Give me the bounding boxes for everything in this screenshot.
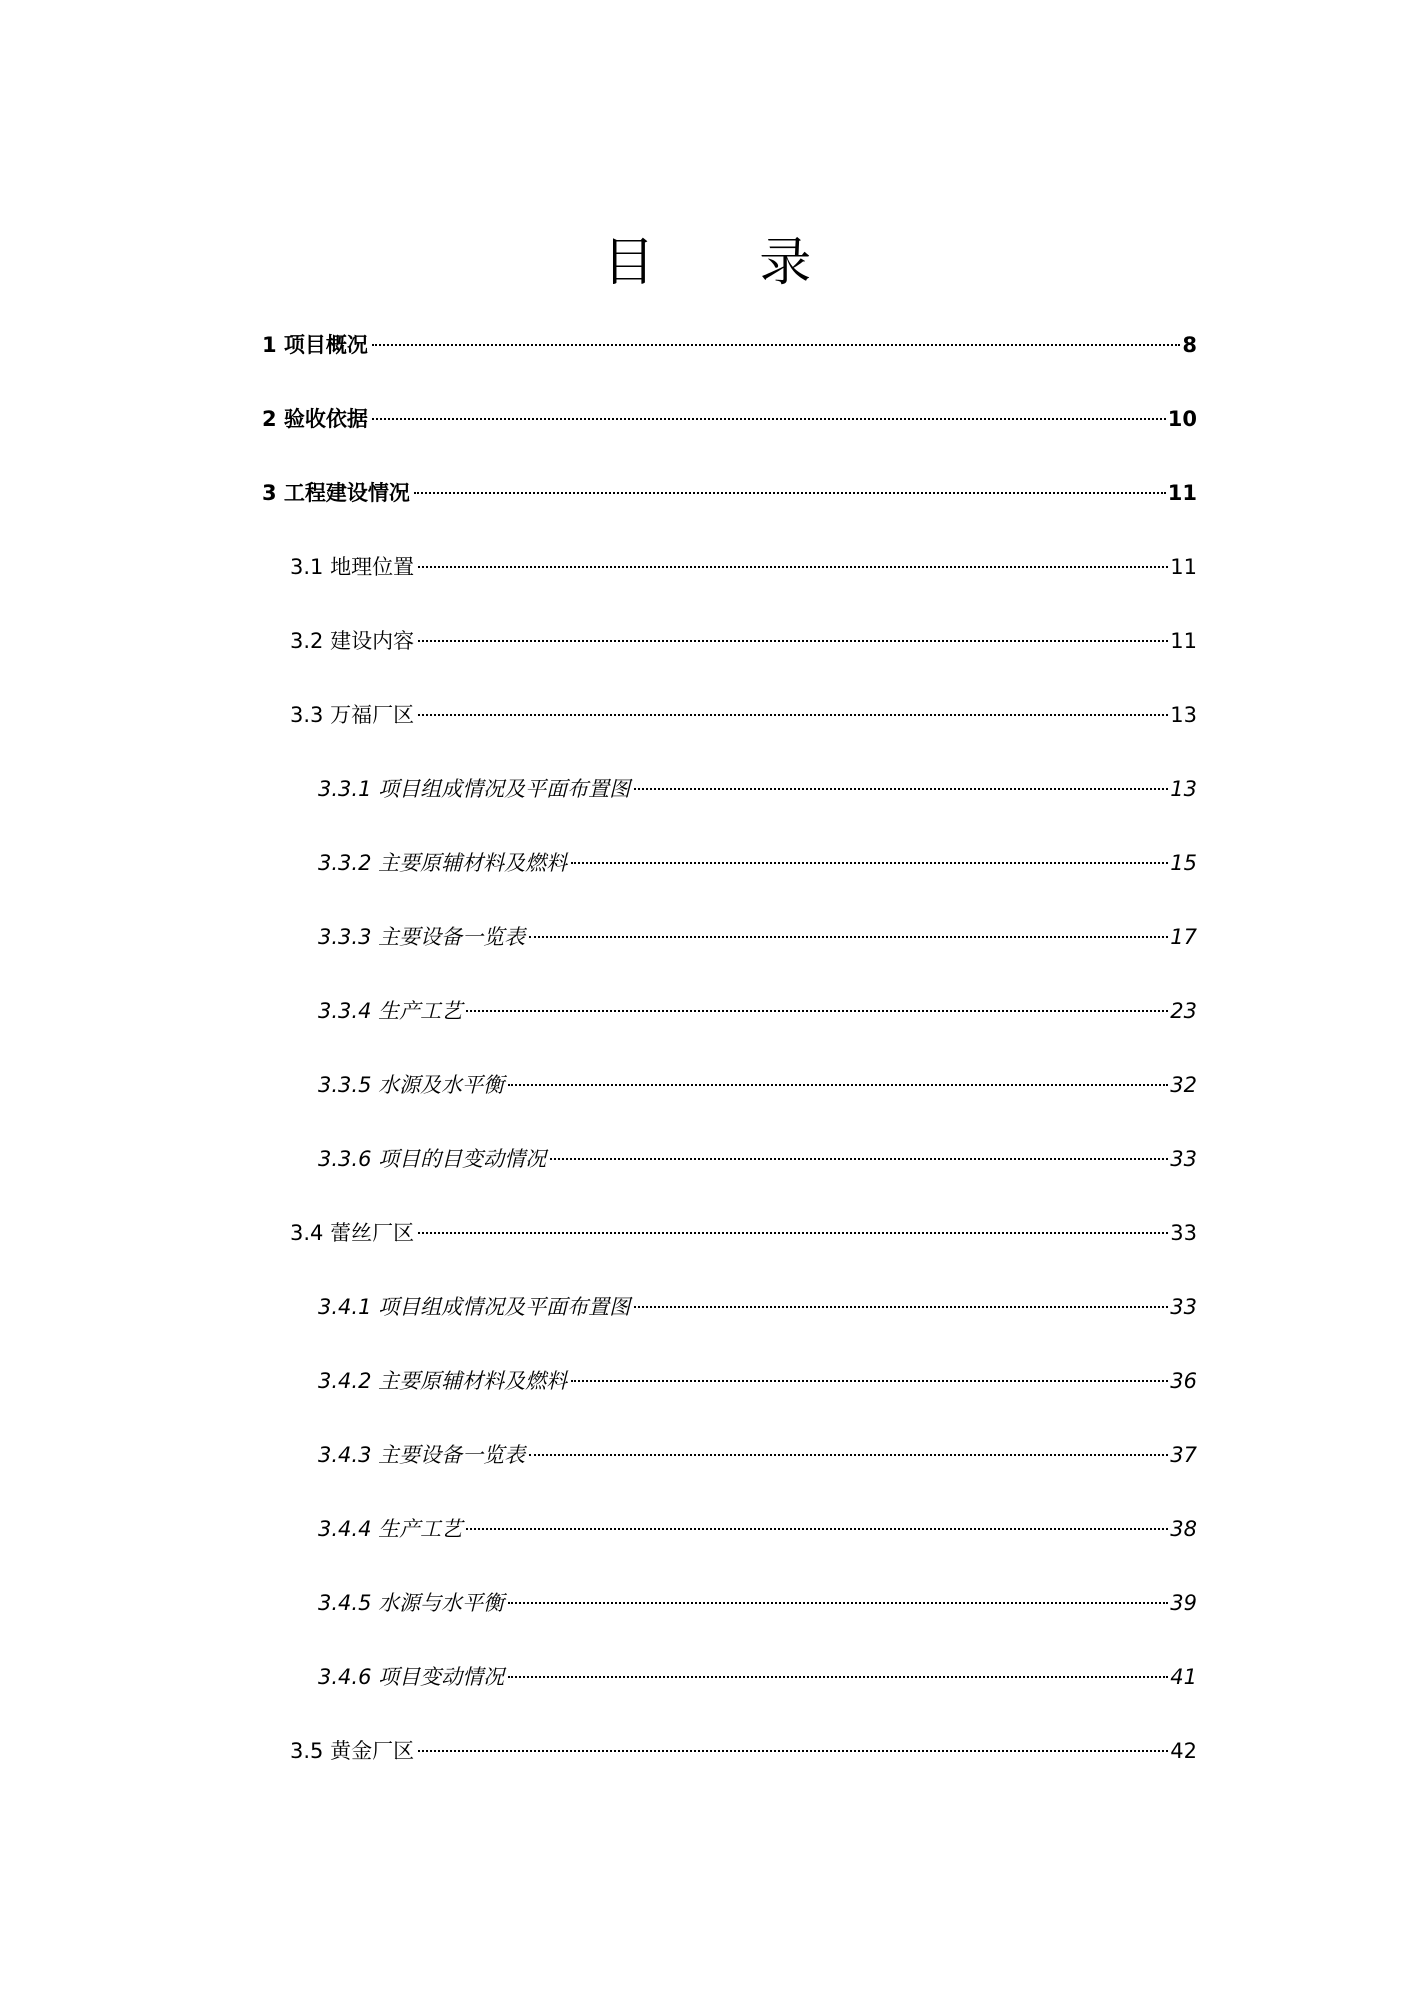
toc-entry-title: 3.2 建设内容: [290, 629, 415, 653]
toc-page-number: 23: [1170, 999, 1197, 1023]
toc-entry[interactable]: [290, 1213, 1197, 1253]
toc-dot-leader: [418, 640, 1168, 642]
toc-page-number: 17: [1170, 925, 1197, 949]
toc-dot-leader: [634, 788, 1168, 790]
toc-page-number: 41: [1170, 1665, 1197, 1689]
toc-page-number: 13: [1170, 777, 1197, 801]
toc-page-number: 13: [1170, 703, 1197, 727]
toc-entry[interactable]: [290, 547, 1197, 587]
toc-page-number: 32: [1170, 1073, 1197, 1097]
toc-page-number: 10: [1167, 407, 1197, 431]
toc-entry-title: 3.3.5 水源及水平衡: [318, 1073, 505, 1097]
toc-entry[interactable]: [318, 1361, 1197, 1401]
toc-dot-leader: [571, 1380, 1168, 1382]
toc-entry-title: 3.3 万福厂区: [290, 703, 415, 727]
toc-page-number: 36: [1170, 1369, 1197, 1393]
toc-entry-title: 1 项目概况: [262, 333, 368, 357]
toc-entry-title: 3.4 蕾丝厂区: [290, 1221, 415, 1245]
toc-entry[interactable]: [318, 1583, 1197, 1623]
toc-entry[interactable]: [318, 769, 1197, 809]
toc-entry[interactable]: [262, 399, 1197, 439]
toc-entry[interactable]: [290, 695, 1197, 735]
toc-entry[interactable]: [262, 325, 1197, 365]
toc-page-number: 33: [1170, 1147, 1197, 1171]
toc-entry[interactable]: [318, 991, 1197, 1031]
toc-entry-title: 3.3.2 主要原辅材料及燃料: [318, 851, 568, 875]
toc-dot-leader: [372, 418, 1166, 420]
toc-page-number: 33: [1170, 1221, 1197, 1245]
toc-entry-title: 3.4.5 水源与水平衡: [318, 1591, 505, 1615]
toc-dot-leader: [508, 1084, 1168, 1086]
toc-dot-leader: [372, 344, 1180, 346]
toc-page-number: 15: [1170, 851, 1197, 875]
toc-entry[interactable]: [318, 1139, 1197, 1179]
toc-dot-leader: [466, 1528, 1168, 1530]
toc-entry-title: 3.3.1 项目组成情况及平面布置图: [318, 777, 631, 801]
toc-dot-leader: [529, 936, 1168, 938]
toc-entry[interactable]: [318, 843, 1197, 883]
toc-entry-title: 3.3.4 生产工艺: [318, 999, 463, 1023]
toc-entry[interactable]: [262, 473, 1197, 513]
toc-entry-title: 3.4.6 项目变动情况: [318, 1665, 505, 1689]
toc-title: 目 录: [602, 233, 856, 293]
toc-dot-leader: [418, 714, 1168, 716]
toc-entry[interactable]: [318, 917, 1197, 957]
toc-entry-title: 3 工程建设情况: [262, 481, 410, 505]
toc-entry[interactable]: [318, 1657, 1197, 1697]
toc-dot-leader: [418, 566, 1168, 568]
toc-dot-leader: [466, 1010, 1168, 1012]
toc-dot-leader: [414, 492, 1166, 494]
toc-entry-title: 3.4.3 主要设备一览表: [318, 1443, 526, 1467]
toc-entry[interactable]: [318, 1509, 1197, 1549]
toc-entry-title: 3.1 地理位置: [290, 555, 415, 579]
toc-dot-leader: [508, 1676, 1168, 1678]
toc-entry[interactable]: [318, 1435, 1197, 1475]
toc-dot-leader: [418, 1232, 1168, 1234]
toc-page-number: 42: [1170, 1739, 1197, 1763]
toc-page-number: 11: [1167, 481, 1197, 505]
toc-entry-title: 3.4.2 主要原辅材料及燃料: [318, 1369, 568, 1393]
toc-dot-leader: [508, 1602, 1168, 1604]
toc-entry[interactable]: [318, 1065, 1197, 1105]
toc-dot-leader: [418, 1750, 1168, 1752]
toc-page-number: 8: [1182, 333, 1197, 357]
toc-entry-title: 2 验收依据: [262, 407, 368, 431]
toc-page-number: 33: [1170, 1295, 1197, 1319]
toc-dot-leader: [550, 1158, 1168, 1160]
toc-entry-title: 3.3.3 主要设备一览表: [318, 925, 526, 949]
toc-page-number: 11: [1170, 555, 1197, 579]
toc-entry-title: 3.3.6 项目的目变动情况: [318, 1147, 547, 1171]
toc-entry[interactable]: [318, 1287, 1197, 1327]
toc-page-number: 39: [1170, 1591, 1197, 1615]
toc-entry-title: 3.4.1 项目组成情况及平面布置图: [318, 1295, 631, 1319]
toc-entry-title: 3.5 黄金厂区: [290, 1739, 415, 1763]
toc-dot-leader: [529, 1454, 1168, 1456]
toc-dot-leader: [634, 1306, 1168, 1308]
toc-page-number: 38: [1170, 1517, 1197, 1541]
toc-page-number: 37: [1170, 1443, 1197, 1467]
toc-page-number: 11: [1170, 629, 1197, 653]
toc-entry-title: 3.4.4 生产工艺: [318, 1517, 463, 1541]
toc-entry[interactable]: [290, 621, 1197, 661]
toc-dot-leader: [571, 862, 1168, 864]
toc-entry[interactable]: [290, 1731, 1197, 1771]
